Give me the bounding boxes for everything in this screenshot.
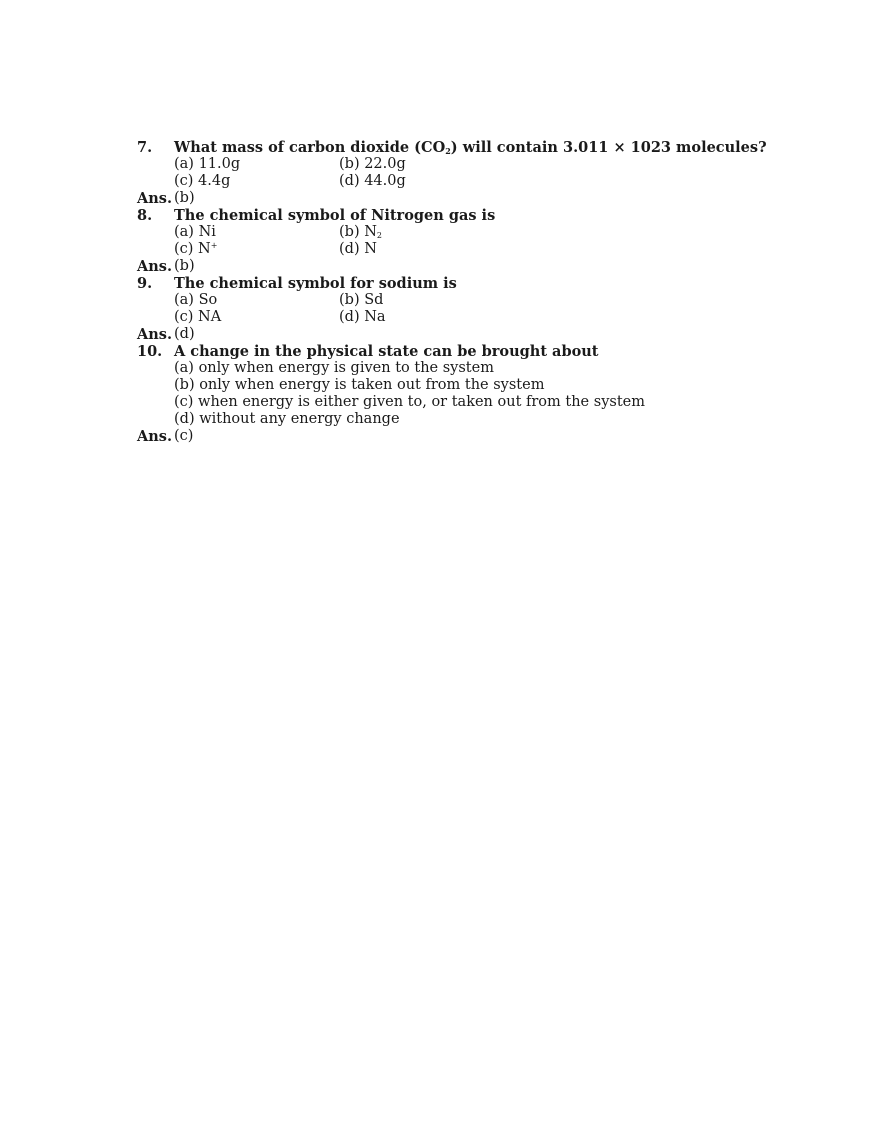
options-9 <box>174 292 837 326</box>
answer-label: Ans. <box>137 190 173 207</box>
subscript: 2 <box>376 231 382 240</box>
option-d: (d) 44.0g <box>339 173 406 189</box>
question-text: A change in the physical state can be brought about <box>174 343 599 360</box>
question-number: 7. <box>137 139 153 156</box>
option-b: (b) Sd <box>339 292 384 308</box>
option-c: (c) NA <box>174 309 222 325</box>
option-a: (a) 11.0g <box>174 156 241 172</box>
answer-label: Ans. <box>137 258 173 275</box>
answer-value: (d) <box>174 326 195 342</box>
option-d: (d) without any energy change <box>174 411 400 427</box>
options-10 <box>174 360 837 428</box>
option-c: (c) 4.4g <box>174 173 231 189</box>
answer-label: Ans. <box>137 428 173 445</box>
answer-value: (b) <box>174 258 195 274</box>
question-text-end: ) will contain 3.011 × 1023 molecules? <box>450 139 767 156</box>
option-c: (c) when energy is either given to, or taken out from the system <box>174 394 645 410</box>
option-b <box>339 224 382 241</box>
answer-value: (c) <box>174 428 194 444</box>
question-number: 9. <box>137 275 153 292</box>
question-text <box>174 139 767 156</box>
answer-9 <box>137 326 837 343</box>
subscript: 2 <box>445 146 451 156</box>
question-8 <box>137 207 837 224</box>
option-a: (a) only when energy is given to the system <box>174 360 494 376</box>
question-number: 8. <box>137 207 153 224</box>
question-text: The chemical symbol of Nitrogen gas is <box>174 207 496 224</box>
superscript: + <box>210 241 218 250</box>
answer-value: (b) <box>174 190 195 206</box>
options-7 <box>174 156 837 190</box>
option-a: (a) Ni <box>174 224 216 240</box>
question-7 <box>137 139 837 156</box>
option-c <box>174 241 339 258</box>
question-10 <box>137 343 837 360</box>
option-b: (b) only when energy is taken out from the system <box>174 377 545 393</box>
option-a: (a) So <box>174 292 218 308</box>
option-c-text: (c) N <box>174 241 211 257</box>
option-d: (d) Na <box>339 309 386 325</box>
question-text: The chemical symbol for sodium is <box>174 275 457 292</box>
option-b: (b) 22.0g <box>339 156 406 172</box>
option-d: (d) N <box>339 241 377 257</box>
question-number: 10. <box>137 343 163 360</box>
option-b-text: (b) N <box>339 224 377 240</box>
answer-label: Ans. <box>137 326 173 343</box>
answer-7 <box>137 190 837 207</box>
answer-10 <box>137 428 837 445</box>
answer-8 <box>137 258 837 275</box>
question-9 <box>137 275 837 292</box>
question-text-start: What mass of carbon dioxide (CO <box>174 139 446 156</box>
question-list <box>137 139 837 445</box>
options-8 <box>174 224 837 258</box>
